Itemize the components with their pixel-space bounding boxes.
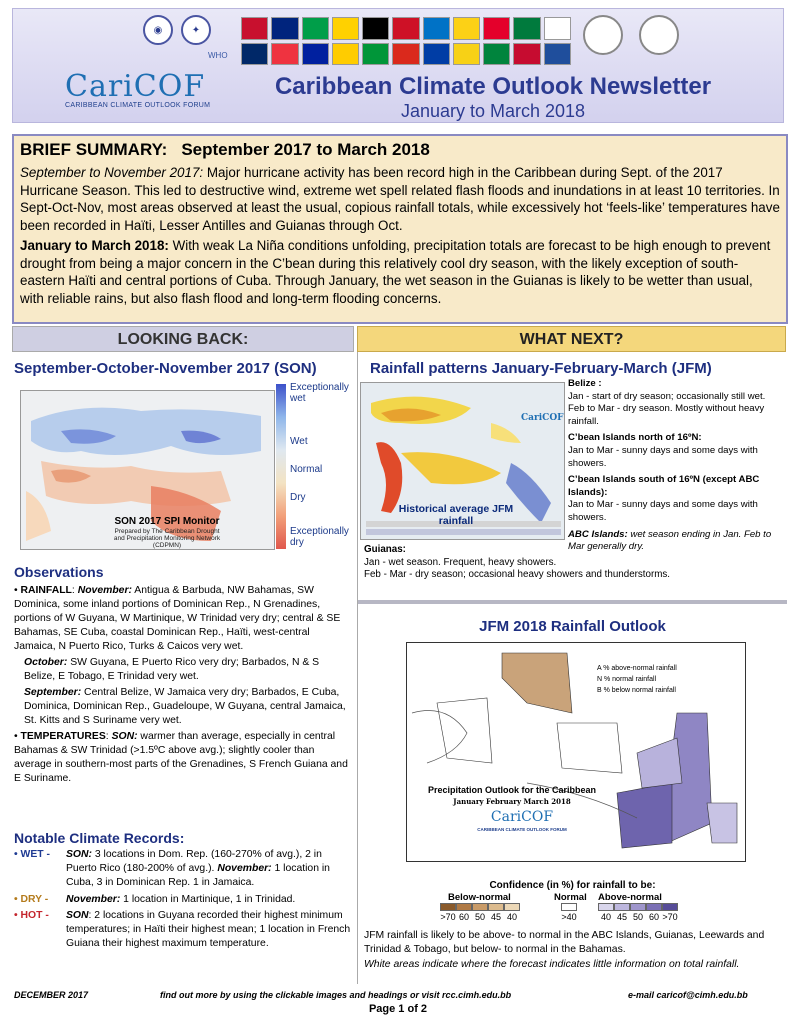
below-normal-swatches [440,903,520,911]
below-normal-swatch [488,903,504,911]
summary-p1-lead: September to November 2017: [20,165,204,180]
normal-tick [561,912,577,922]
below-normal-label: Below-normal [448,892,511,903]
summary-paragraph-1 [20,164,780,234]
map-key-above: A % above-normal rainfall [597,665,677,672]
wmo-logo[interactable]: ✦ [181,15,211,45]
summary-p1-text: Major hurricane activity has been record high in the Caribbean during Sept. of the 2017 Hurricane Season. This led to destructive wind, extreme wet spell related flash floods and inundations in at least 10 territories. In Sept-Oct-Nov, most areas observed at least the usual, copious rainfall totals, while excessively hot ‘feels-like’ temperatures have been recorded in Haïti, Lesser Antilles and Guianas through Oct. [20,165,780,233]
country-flag [302,43,329,66]
country-flag [241,43,268,66]
section-divider [358,600,787,604]
newsletter-subtitle: January to March 2018 [400,101,586,121]
above-normal-tick: >70 [662,912,678,922]
country-flag [392,17,419,40]
jfm-outlook-title[interactable]: JFM 2018 Rainfall Outlook [479,618,666,635]
below-normal-tick: 60 [458,912,469,922]
legend-normal: Normal [290,464,323,475]
summary-heading-label: BRIEF SUMMARY: [20,140,168,159]
country-flag [332,43,359,66]
belize-note [568,378,783,428]
country-flag [302,17,329,40]
historical-map-caption: Historical average JFM rainfall [398,503,514,527]
country-flag [483,43,510,66]
caricof-logo[interactable] [65,69,210,109]
below-normal-tick: >70 [440,912,456,922]
above-normal-tick: 60 [648,912,659,922]
legend-exceptionally-wet: Exceptionally wet [290,382,349,404]
above-normal-label: Above-normal [598,892,662,903]
partner-logos [143,15,211,45]
country-flag [241,17,268,40]
climate-records [14,848,352,953]
hot-record [14,909,352,952]
brief-summary [12,134,788,324]
country-flag [453,17,480,40]
footer-more-info-link[interactable]: find out more by using the clickable images and headings or visit rcc.cimh.edu.bb [160,990,512,1000]
cimh-logo[interactable] [583,15,623,55]
country-flag [483,17,510,40]
north-islands-note [568,432,783,470]
north-islands-label: C’bean Islands north of 16ºN: [568,432,702,444]
below-normal-swatch [472,903,488,911]
country-flag [453,43,480,66]
outlook-summary [364,929,784,972]
temperature-observation: • TEMPERATURES: SON: warmer than average, especially in central Bahamas & SW Trinidad (>1.5ºC above avg.); slightly cooler than average in southern-most parts of the Grenadines, S French Guiana and E Suriname. [14,731,348,784]
historical-map-logo: CariCOF [521,413,564,423]
caricof-logo-subtitle: CARIBBEAN CLIMATE OUTLOOK FORUM [65,102,211,109]
country-flag [362,43,389,66]
country-flag [544,43,571,66]
guianas-note [364,544,784,582]
below-normal-tick: 40 [506,912,517,922]
wet-label: • WET - [14,849,50,860]
belize-text: Jan - start of dry season; occasionally still wet. Feb to Mar - dry season. Mostly without heavy rainfall. [568,390,766,427]
country-flag [392,43,419,66]
season-notes [568,378,783,558]
country-flag [423,17,450,40]
son-map-credit: Prepared by The Caribbean Drought and Precipitation Monitoring Network (CDPMN) [113,528,221,549]
north-islands-text: Jan to Mar - sunny days and some days with showers. [568,444,758,469]
son-map-caption: SON 2017 SPI Monitor [114,516,220,527]
outlook-map-logo-subtitle: CARIBBEAN CLIMATE OUTLOOK FORUM [477,827,567,832]
rain-nov-label: November: [77,585,132,596]
noaa-logo[interactable]: ◉ [143,15,173,45]
summary-p2-lead: January to March 2018: [20,238,169,253]
country-flag [513,43,540,66]
temperatures-label: TEMPERATURES [20,731,106,742]
rain-sep-text: Central Belize, W Jamaica very dry; Barbados, E Cuba, Dominica, Dominican Rep., Guadeloupe, W Guyana, central Jamaica, St. Kitts and S Suriname very wet. [24,687,346,726]
looking-back-column [12,352,354,984]
normal-tick-label: >40 [561,912,577,922]
normal-swatch [561,903,577,911]
abc-islands-text: wet season ending in Jan. Feb to Mar generally dry. [568,528,772,553]
country-flag [513,17,540,40]
rainfall-observation: • RAINFALL: November: Antigua & Barbuda, NW Bahamas, SW Dominica, some inland portions of Dominican Rep., N Grenadines, portions of W Guyana, W Martinique, W Trinidad very dry; central & SE Bahamas, SE Cuba, coastal Dominican Rep., Haïti, west-central Jamaica, N Puerto Rico, Turks & Caicos very wet. [14,585,341,652]
above-normal-tick: 50 [632,912,643,922]
normal-label: Normal [554,892,587,903]
outlook-map-logo: CariCOF [490,809,554,825]
dry-record [14,893,352,907]
footer-date: DECEMBER 2017 [14,990,89,1000]
south-islands-label: C’bean Islands south of 16ºN (except ABC Islands): [568,474,760,498]
wet-record [14,848,352,891]
who-label: WHO [208,51,228,60]
normal-swatch [561,903,577,911]
rainfall-label: RAINFALL [20,585,72,596]
guianas-text-2: Feb - Mar - dry season; occasional heavy showers and thunderstorms. [364,569,671,581]
below-normal-tick: 50 [474,912,485,922]
right-logos [583,15,679,55]
what-next-header[interactable]: WHAT NEXT? [357,326,786,352]
summary-p2-text: With weak La Niña conditions unfolding, precipitation totals are forecast to be high enough to prevent drought from being a major concern in the C’bean during this relatively cool dry season, with the likely exception of south-eastern Haïti and central portions of Cuba. Through January, the wet season in the Guianas is likely to be wetter than usual, with reliable rains, but also flash flood and long-term flooding concerns. [20,238,771,306]
caricof-logo-name: CariCOF [65,69,206,104]
spi-legend-bar [276,384,286,549]
temp-text: warmer than average, especially in central Bahamas & SW Trinidad (>1.5ºC above avg.); slightly cooler than average in southern-most parts of the Grenadines, S French Guiana and E Suriname. [14,731,348,784]
country-flag [271,17,298,40]
above-normal-swatch [614,903,630,911]
summary-paragraph-2 [20,237,780,307]
south-islands-note [568,474,783,524]
guianas-label: Guianas: [364,544,406,555]
summary-heading-period: September 2017 to March 2018 [181,140,430,159]
country-flag [423,43,450,66]
summary-heading [20,140,780,160]
temp-son-label: SON: [111,731,138,742]
observations [14,584,352,788]
below-normal-tick: 45 [490,912,501,922]
looking-back-header[interactable]: LOOKING BACK: [12,326,354,352]
son-title[interactable]: September-October-November 2017 (SON) [14,360,317,377]
outlook-text: JFM rainfall is likely to be above- to normal in the ABC Islands, Guianas, Leewards and Trinidad & Tobago, but below- to normal in the Bahamas. [364,930,765,956]
above-normal-tick: 40 [600,912,611,922]
map-key-below: B % below normal rainfall [597,687,676,694]
country-flag [362,17,389,40]
above-normal-ticks [598,912,678,922]
below-normal-swatch [504,903,520,911]
outlook-note: White areas indicate where the forecast indicates little information on total rainfall. [364,958,740,970]
outlook-map-caption: Precipitation Outlook for the Caribbean [427,785,597,795]
jfm-rainfall-patterns-title[interactable]: Rainfall patterns January-February-March (JFM) [370,360,712,377]
rain-oct-text: SW Guyana, E Puerto Rico very dry; Barbados, N & S Belize, E Tobago, E Trinidad very wet. [24,657,320,682]
above-normal-swatches [598,903,678,911]
legend-dry: Dry [290,492,306,503]
outlook-map-months: January February March 2018 [453,797,571,806]
guianas-text: Jan - wet season. Frequent, heavy showers. [364,556,557,568]
below-normal-ticks [440,912,520,922]
newsletter-header [12,8,784,123]
above-normal-swatch [646,903,662,911]
rain-nov-text: Antigua & Barbuda, NW Bahamas, SW Dominica, some inland portions of Dominican Rep., N Grenadines, portions of W Guyana, W Martinique, W Trinidad very dry; central & SE Bahamas, SE Cuba, coastal Dominican Rep., Haïti, west-central Jamaica, N Puerto Rico, Turks & Caicos very wet. [14,585,341,652]
below-normal-swatch [456,903,472,911]
hot-label: • HOT - [14,909,49,921]
above-normal-swatch [662,903,678,911]
rain-oct-label: October: [24,657,68,668]
above-normal-swatch [630,903,646,911]
abc-islands-label: ABC Islands: [568,528,628,540]
map-key-normal: N % normal rainfall [597,676,657,683]
footer-email-link[interactable]: e-mail caricof@cimh.edu.bb [628,990,748,1000]
south-islands-text: Jan to Mar - sunny days and some days with showers. [568,499,758,523]
above-normal-swatch [598,903,614,911]
country-flag [544,17,571,40]
outlook-map-key [597,663,677,696]
what-next-column [357,352,786,984]
legend-exceptionally-dry: Exceptionally dry [290,526,349,548]
historical-rainfall-map[interactable] [360,382,565,540]
cdema-logo[interactable] [639,15,679,55]
newsletter-title[interactable]: Caribbean Climate Outlook Newsletter [274,73,712,100]
climate-records-title: Notable Climate Records: [14,830,185,846]
observations-title: Observations [14,564,104,580]
rainfall-september [14,686,352,728]
legend-wet: Wet [290,436,308,447]
above-normal-tick: 45 [616,912,627,922]
footer [0,990,796,1030]
below-normal-swatch [440,903,456,911]
country-flag [332,17,359,40]
dry-label: • DRY - [14,893,49,905]
dry-record-text: November: 1 location in Martinique, 1 in Trinidad. [66,893,296,905]
wet-record-text: SON: 3 locations in Dom. Rep. (160-270% of avg.), 2 in Puerto Rico (180-200% of avg.). November: 1 location in Cuba, 3 in Dominican Rep. 1 in Jamaica. [66,849,330,889]
confidence-title: Confidence (in %) for rainfall to be: [489,880,656,891]
page-number: Page 1 of 2 [368,1003,428,1015]
caribbean-flags [241,17,571,65]
hot-record-text: SON: 2 locations in Guyana recorded their highest minimum temperatures; in Haïti their highest mean; 1 location in French Guiana their highest maximum temperature. [66,909,351,950]
belize-label: Belize : [568,378,602,389]
country-flag [271,43,298,66]
jfm-outlook-map[interactable] [406,642,746,862]
rain-sep-label: September: [24,687,82,698]
rainfall-october [14,656,352,684]
